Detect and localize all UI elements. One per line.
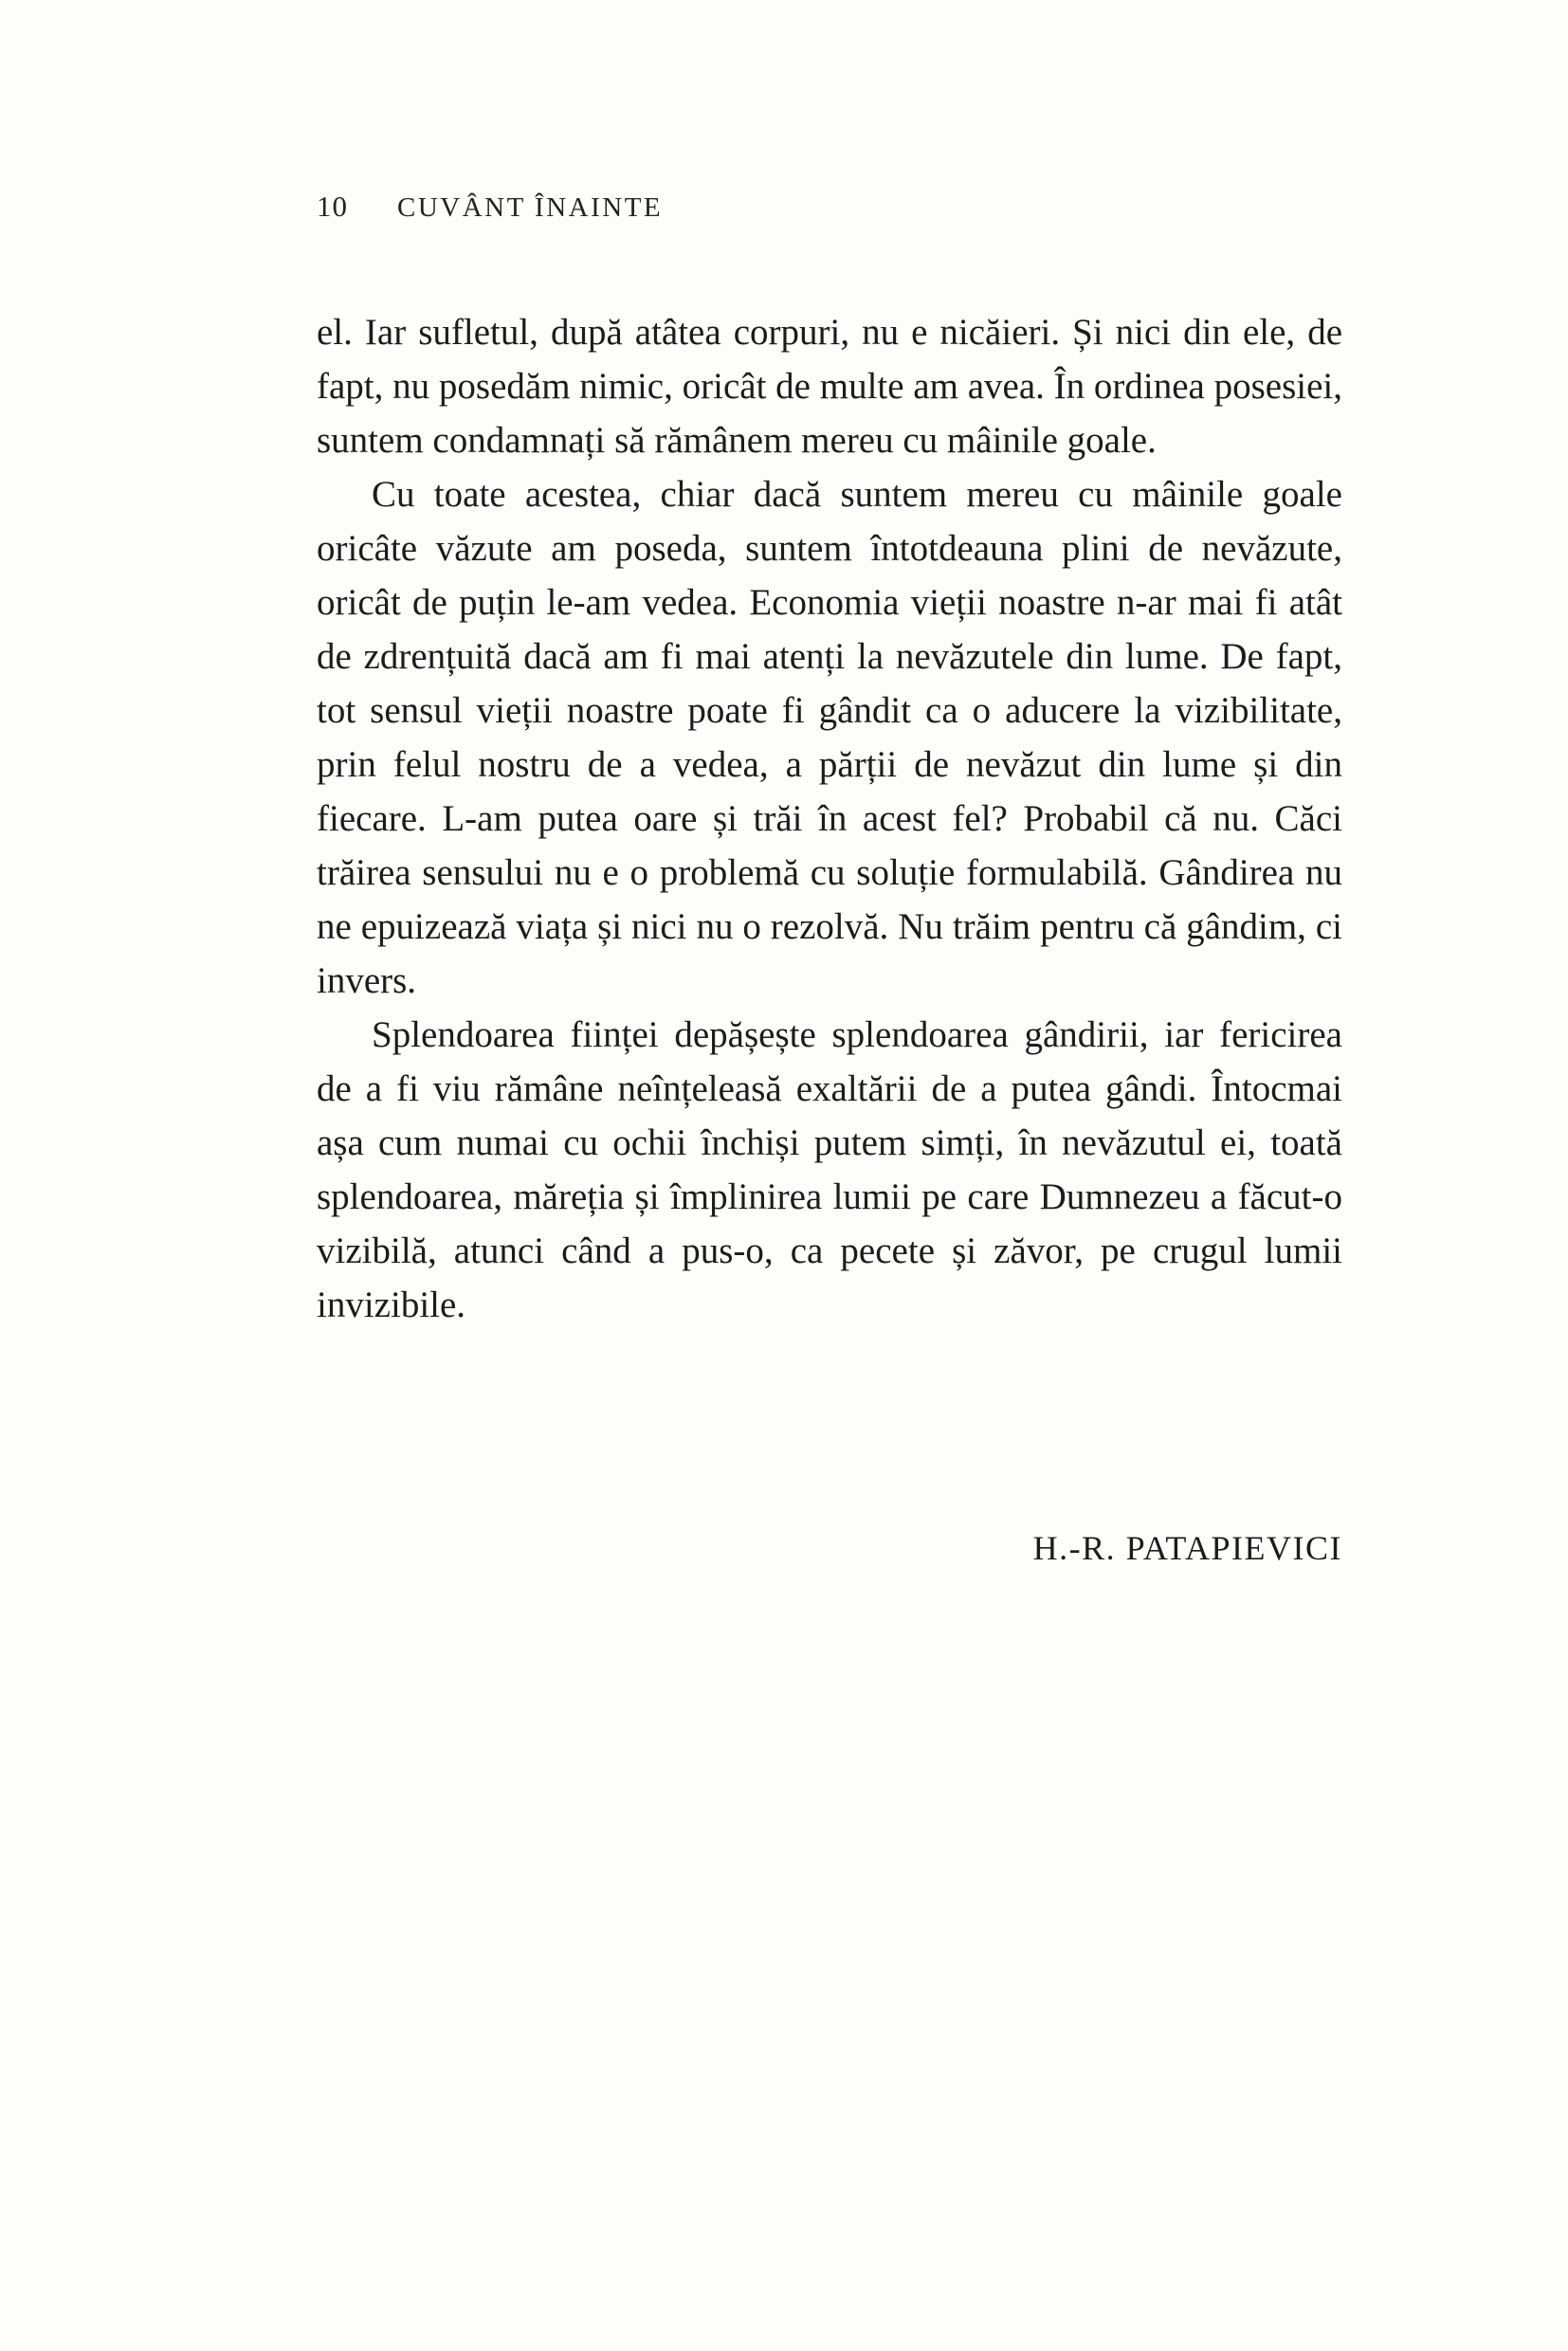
chapter-header-title: CUVÂNT ÎNAINTE (397, 192, 664, 223)
paragraph: Splendoarea ființei depășește splendoarea gândirii, iar fericirea de a fi viu rămâne neînțeleasă exaltării de a putea gândi. Întocmai așa cum numai cu ochii închiși putem simți, în nevăzutul ei, toată splendoarea, măreția și împlinirea lumii pe care Dumnezeu a făcut-o vizibilă, atunci când a pus-o, ca pecete și zăvor, pe crugul lumii invizibile. (317, 1014, 1342, 1325)
author-signature: H.-R. PATAPIEVICI (1032, 1529, 1342, 1567)
running-header (317, 190, 1342, 224)
page-number: 10 (317, 190, 348, 223)
paragraph: Cu toate acestea, chiar dacă suntem mereu cu mâinile goale oricâte văzute am poseda, suntem întotdeauna plini de nevăzute, oricât de puțin le-am vedea. Economia vieții noastre n-ar mai fi atât de zdrențuită dacă am fi mai atenți la nevăzutele din lume. De fapt, tot sensul vieții noastre poate fi gândit ca o aducere la vizibilitate, prin felul nostru de a vedea, a părții de nevăzut din lume și din fiecare. L-am putea oare și trăi în acest fel? Probabil că nu. Căci trăirea sensului nu e o problemă cu soluție formulabilă. Gândirea nu ne epuizează viața și nici nu o rezolvă. Nu trăim pentru că gândim, ci invers. (317, 474, 1342, 1001)
body-text (317, 305, 1342, 1332)
paragraph: el. Iar sufletul, după atâtea corpuri, nu e nicăieri. Și nici din ele, de fapt, nu posedăm nimic, oricât de multe am avea. În ordinea posesiei, suntem condamnați să rămânem mereu cu mâinile goale. (317, 312, 1342, 461)
